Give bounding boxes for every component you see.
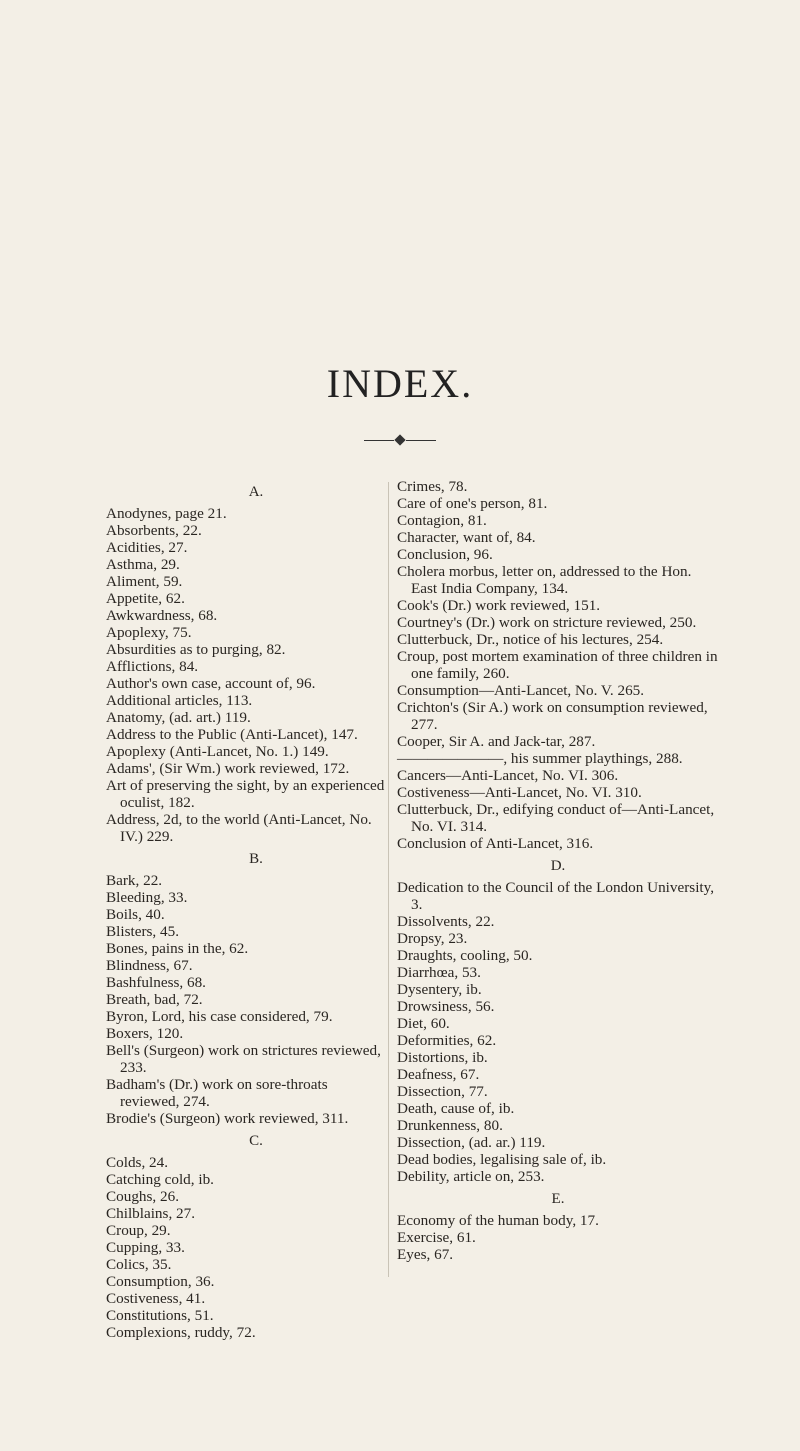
index-entry: Boxers, 120.: [106, 1025, 184, 1042]
index-entry: Breath, bad, 72.: [106, 991, 203, 1008]
index-entry: Adams', (Sir Wm.) work reviewed, 172.: [106, 760, 350, 777]
index-entry: Deafness, 67.: [397, 1066, 480, 1083]
index-entry: Bashfulness, 68.: [106, 974, 206, 991]
diamond-icon: [394, 434, 405, 445]
index-entry: Anodynes, page 21.: [106, 505, 227, 522]
index-entry: Costiveness, 41.: [106, 1290, 206, 1307]
index-entry: Blisters, 45.: [106, 923, 179, 940]
index-entry: Crimes, 78.: [397, 478, 468, 495]
index-entry: Blindness, 67.: [106, 957, 193, 974]
index-entry: Appetite, 62.: [106, 590, 185, 607]
ornament-divider: [360, 436, 440, 446]
index-entry: Bark, 22.: [106, 872, 163, 889]
index-entry: Conclusion of Anti-Lancet, 316.: [397, 835, 594, 852]
index-entry: Dissolvents, 22.: [397, 913, 495, 930]
index-entry: Aliment, 59.: [106, 573, 183, 590]
index-entry: Chilblains, 27.: [106, 1205, 196, 1222]
index-entry: Cupping, 33.: [106, 1239, 185, 1256]
index-entry: Crichton's (Sir A.) work on consumption reviewed, 277.: [397, 699, 708, 733]
page-title: INDEX.: [326, 361, 474, 406]
ornament-line-right: [406, 440, 436, 441]
index-entry: Courtney's (Dr.) work on stricture reviewed, 250.: [397, 614, 697, 631]
index-entry: Acidities, 27.: [106, 539, 188, 556]
index-entry: Economy of the human body, 17.: [397, 1212, 599, 1229]
index-entry: Conclusion, 96.: [397, 546, 493, 563]
index-entry: Drunkenness, 80.: [397, 1117, 503, 1134]
index-entry: Absorbents, 22.: [106, 522, 202, 539]
index-entry: Drowsiness, 56.: [397, 998, 495, 1015]
index-entry: Coughs, 26.: [106, 1188, 179, 1205]
section-letter: A.: [248, 484, 264, 500]
index-entry: Contagion, 81.: [397, 512, 487, 529]
ornament-line-left: [364, 440, 394, 441]
index-entry: Colds, 24.: [106, 1154, 169, 1171]
index-entry: Asthma, 29.: [106, 556, 180, 573]
section-letter: C.: [249, 1133, 263, 1149]
index-entry: Badham's (Dr.) work on sore-throats reviewed, 274.: [106, 1076, 328, 1110]
index-entry: Dead bodies, legalising sale of, ib.: [397, 1151, 607, 1168]
index-entry: Cancers—Anti-Lancet, No. VI. 306.: [397, 767, 619, 784]
index-entry: Absurdities as to purging, 82.: [106, 641, 286, 658]
index-entry: Draughts, cooling, 50.: [397, 947, 533, 964]
index-entry: Bones, pains in the, 62.: [106, 940, 249, 957]
index-entry: Brodie's (Surgeon) work reviewed, 311.: [106, 1110, 349, 1127]
index-entry: Consumption, 36.: [106, 1273, 215, 1290]
index-entry: Address to the Public (Anti-Lancet), 147.: [106, 726, 358, 743]
right-column: [397, 478, 719, 1263]
index-entry: Address, 2d, to the world (Anti-Lancet, No. IV.) 229.: [106, 811, 372, 845]
index-entry: Distortions, ib.: [397, 1049, 488, 1066]
index-entry: Croup, post mortem examination of three children in one family, 260.: [397, 648, 718, 682]
index-entry: Bleeding, 33.: [106, 889, 188, 906]
index-entry: ———————, his summer playthings, 288.: [397, 750, 683, 767]
index-entry: Author's own case, account of, 96.: [106, 675, 316, 692]
left-column: [106, 478, 386, 1341]
index-entry: Afflictions, 84.: [106, 658, 199, 675]
section-letter: D.: [550, 858, 566, 874]
index-entry: Byron, Lord, his case considered, 79.: [106, 1008, 333, 1025]
index-entry: Consumption—Anti-Lancet, No. V. 265.: [397, 682, 645, 699]
index-entry: Deformities, 62.: [397, 1032, 497, 1049]
index-entry: Clutterbuck, Dr., notice of his lectures, 254.: [397, 631, 664, 648]
index-entry: Apoplexy (Anti-Lancet, No. 1.) 149.: [106, 743, 329, 760]
index-entry: Additional articles, 113.: [106, 692, 253, 709]
index-entry: Debility, article on, 253.: [397, 1168, 545, 1185]
index-entry: Anatomy, (ad. art.) 119.: [106, 709, 251, 726]
index-entry: Art of preserving the sight, by an experienced oculist, 182.: [106, 777, 385, 811]
index-entry: Dropsy, 23.: [397, 930, 468, 947]
index-entry: Apoplexy, 75.: [106, 624, 192, 641]
index-entry: Cook's (Dr.) work reviewed, 151.: [397, 597, 601, 614]
index-entry: Boils, 40.: [106, 906, 165, 923]
index-entry: Dissection, 77.: [397, 1083, 488, 1100]
index-entry: Colics, 35.: [106, 1256, 172, 1273]
index-entry: Dysentery, ib.: [397, 981, 482, 998]
index-entry: Croup, 29.: [106, 1222, 171, 1239]
index-entry: Dissection, (ad. ar.) 119.: [397, 1134, 546, 1151]
index-entry: Cooper, Sir A. and Jack-tar, 287.: [397, 733, 596, 750]
index-entry: Catching cold, ib.: [106, 1171, 214, 1188]
index-entry: Dedication to the Council of the London University, 3.: [397, 879, 715, 913]
index-entry: Diet, 60.: [397, 1015, 450, 1032]
index-entry: Care of one's person, 81.: [397, 495, 548, 512]
column-divider: [388, 482, 389, 1277]
index-entry: Exercise, 61.: [397, 1229, 476, 1246]
section-letter: B.: [249, 851, 263, 867]
index-entry: Death, cause of, ib.: [397, 1100, 515, 1117]
index-entry: Eyes, 67.: [397, 1246, 454, 1263]
index-entry: Cholera morbus, letter on, addressed to the Hon. East India Company, 134.: [397, 563, 692, 597]
index-entry: Complexions, ruddy, 72.: [106, 1324, 256, 1341]
index-entry: Awkwardness, 68.: [106, 607, 218, 624]
index-entry: Diarrhœa, 53.: [397, 964, 481, 981]
index-entry: Bell's (Surgeon) work on strictures reviewed, 233.: [106, 1042, 381, 1076]
index-entry: Character, want of, 84.: [397, 529, 536, 546]
index-entry: Clutterbuck, Dr., edifying conduct of—Anti-Lancet, No. VI. 314.: [397, 801, 715, 835]
index-entry: Costiveness—Anti-Lancet, No. VI. 310.: [397, 784, 642, 801]
section-letter: E.: [551, 1191, 565, 1207]
index-entry: Constitutions, 51.: [106, 1307, 214, 1324]
